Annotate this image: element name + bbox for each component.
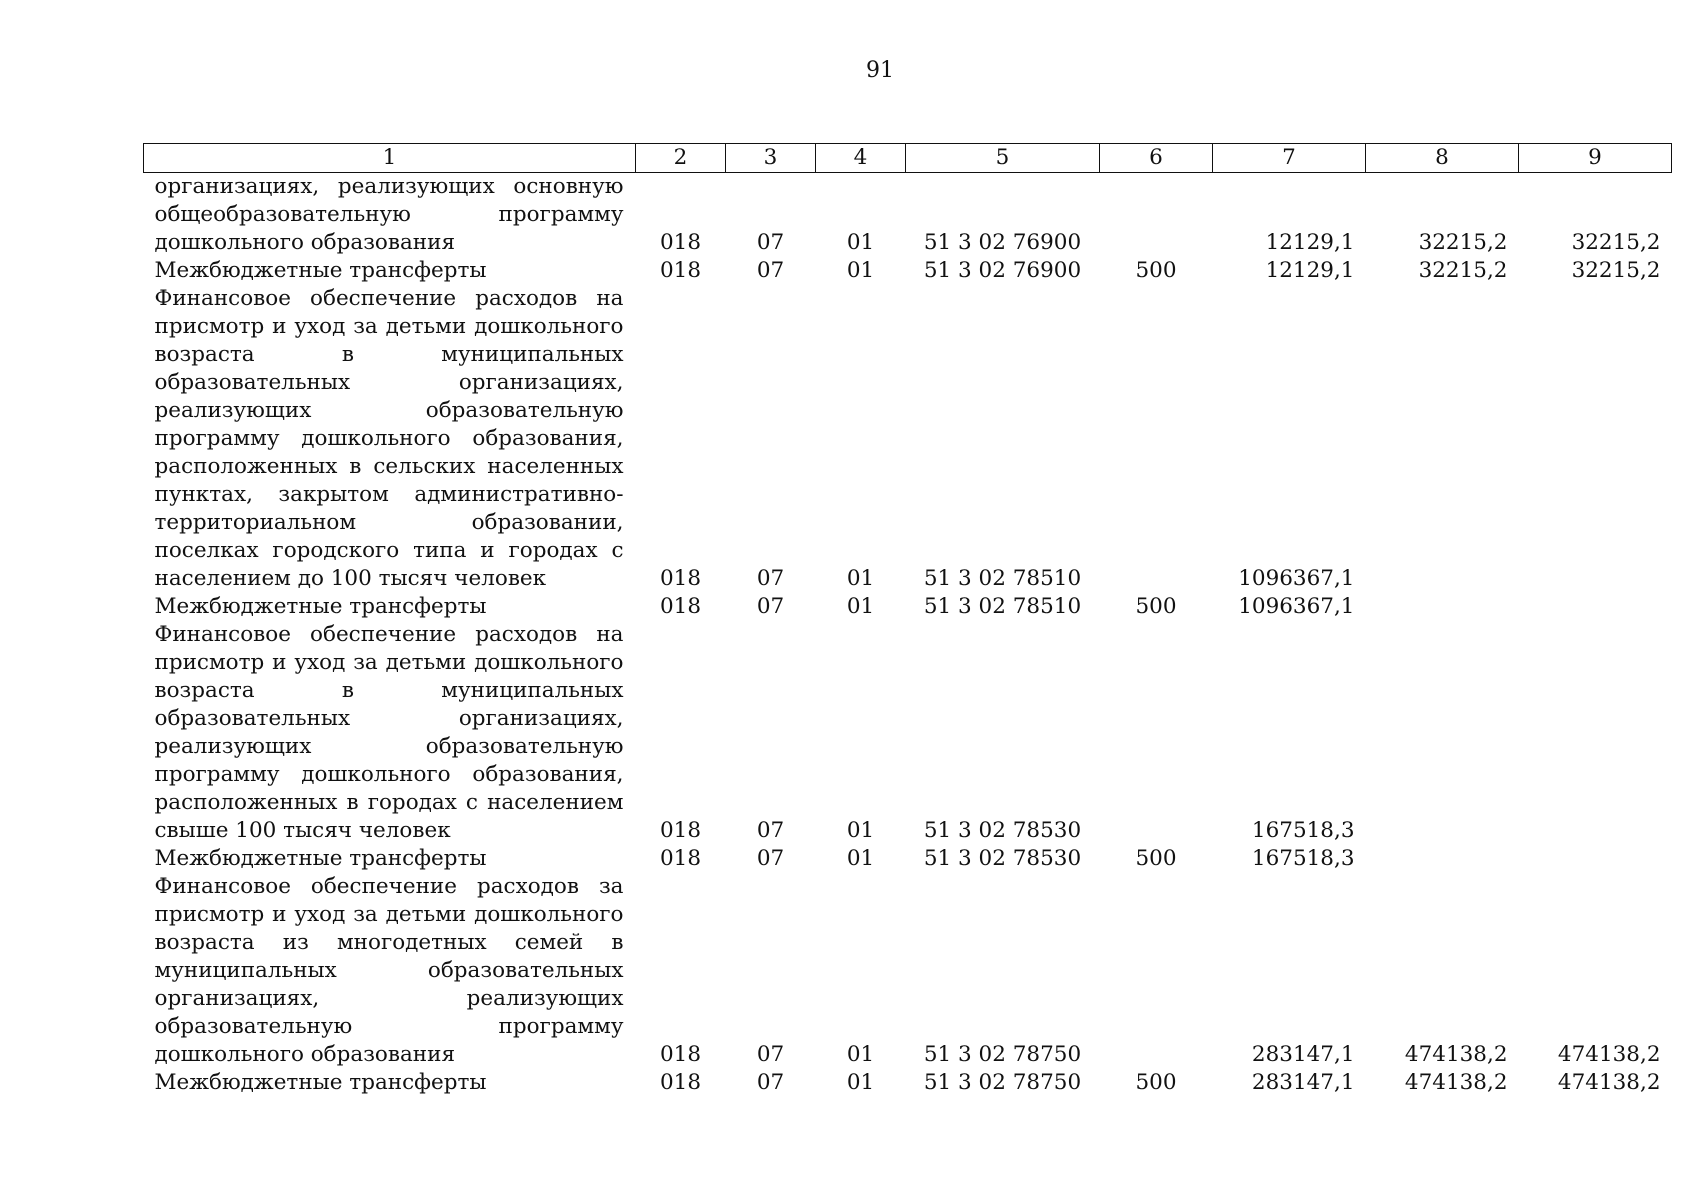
row-code-2: 018 xyxy=(659,1070,702,1095)
row-code-6 xyxy=(1100,285,1213,593)
row-code-2: 018 xyxy=(659,566,702,591)
column-header-9: 9 xyxy=(1519,144,1672,173)
table-row xyxy=(144,1069,1672,1097)
row-code-4: 01 xyxy=(846,594,875,619)
row-code-4: 01 xyxy=(846,846,875,871)
row-amount-9: 474138,2 xyxy=(1557,1070,1661,1095)
row-amount-7: 283147,1 xyxy=(1251,1070,1355,1095)
row-amount-9: 474138,2 xyxy=(1557,1042,1661,1067)
row-code-6 xyxy=(1100,621,1213,845)
table-row xyxy=(144,285,1672,593)
row-amount-7: 167518,3 xyxy=(1251,818,1355,843)
row-code-4: 01 xyxy=(846,1042,875,1067)
row-amount-7: 1096367,1 xyxy=(1238,566,1355,591)
row-code-4: 01 xyxy=(846,230,875,255)
row-amount-7: 1096367,1 xyxy=(1238,594,1355,619)
row-code-5: 51 3 02 78750 xyxy=(923,1042,1082,1067)
row-code-4: 01 xyxy=(846,1070,875,1095)
column-header-6: 6 xyxy=(1100,144,1213,173)
row-amount-8 xyxy=(1366,621,1519,845)
table-row xyxy=(144,257,1672,285)
row-code-3: 07 xyxy=(756,1042,785,1067)
row-code-6: 500 xyxy=(1135,1070,1177,1095)
row-code-2: 018 xyxy=(659,818,702,843)
row-code-5: 51 3 02 78510 xyxy=(923,594,1082,619)
table-row xyxy=(144,593,1672,621)
row-description: Финансовое обеспечение расходов на присмотр и уход за детьми дошкольного возраста в муниципальных образовательных организациях, реализующих образовательную программу дошкольного образования, расположенных в городах с населением свыше 100 тысяч человек xyxy=(154,622,624,843)
row-code-6: 500 xyxy=(1135,846,1177,871)
table-row xyxy=(144,873,1672,1069)
row-code-5: 51 3 02 78530 xyxy=(923,846,1082,871)
row-code-3: 07 xyxy=(756,846,785,871)
column-header-8: 8 xyxy=(1366,144,1519,173)
row-code-4: 01 xyxy=(846,258,875,283)
row-code-2: 018 xyxy=(659,846,702,871)
row-code-6 xyxy=(1100,173,1213,258)
row-amount-8 xyxy=(1366,593,1519,621)
row-code-3: 07 xyxy=(756,230,785,255)
column-header-5: 5 xyxy=(906,144,1100,173)
row-amount-8: 32215,2 xyxy=(1418,230,1508,255)
page-number: 91 xyxy=(866,58,894,83)
row-amount-9: 32215,2 xyxy=(1571,230,1661,255)
row-code-5: 51 3 02 78750 xyxy=(923,1070,1082,1095)
row-code-2: 018 xyxy=(659,258,702,283)
row-amount-9 xyxy=(1519,845,1672,873)
row-code-5: 51 3 02 78530 xyxy=(923,818,1082,843)
row-code-6: 500 xyxy=(1135,258,1177,283)
row-code-6: 500 xyxy=(1135,594,1177,619)
row-amount-9 xyxy=(1519,621,1672,845)
column-header-3: 3 xyxy=(726,144,816,173)
row-amount-8 xyxy=(1366,285,1519,593)
row-code-2: 018 xyxy=(659,1042,702,1067)
row-amount-9 xyxy=(1519,285,1672,593)
row-code-3: 07 xyxy=(756,594,785,619)
row-amount-7: 283147,1 xyxy=(1251,1042,1355,1067)
row-description: организациях, реализующих основную общеобразовательную программу дошкольного образования xyxy=(154,174,624,255)
row-code-6 xyxy=(1100,873,1213,1069)
row-code-5: 51 3 02 76900 xyxy=(923,258,1082,283)
row-code-2: 018 xyxy=(659,594,702,619)
row-description: Межбюджетные трансферты xyxy=(154,1070,487,1095)
row-amount-8: 474138,2 xyxy=(1404,1070,1508,1095)
row-description: Межбюджетные трансферты xyxy=(154,594,487,619)
row-description: Межбюджетные трансферты xyxy=(154,846,487,871)
row-amount-9: 32215,2 xyxy=(1571,258,1661,283)
row-amount-8 xyxy=(1366,845,1519,873)
column-header-1: 1 xyxy=(144,144,636,173)
header-row xyxy=(144,144,1672,173)
row-code-3: 07 xyxy=(756,818,785,843)
column-header-4: 4 xyxy=(816,144,906,173)
row-amount-7: 12129,1 xyxy=(1265,230,1355,255)
row-code-3: 07 xyxy=(756,566,785,591)
row-amount-7: 12129,1 xyxy=(1265,258,1355,283)
row-code-3: 07 xyxy=(756,258,785,283)
column-header-2: 2 xyxy=(636,144,726,173)
row-description: Межбюджетные трансферты xyxy=(154,258,487,283)
row-code-3: 07 xyxy=(756,1070,785,1095)
row-code-2: 018 xyxy=(659,230,702,255)
row-amount-8: 32215,2 xyxy=(1418,258,1508,283)
row-code-4: 01 xyxy=(846,818,875,843)
row-description: Финансовое обеспечение расходов за присмотр и уход за детьми дошкольного возраста из многодетных семей в муниципальных образовательных организациях, реализующих образовательную программу дошкольного образования xyxy=(154,874,624,1067)
row-amount-9 xyxy=(1519,593,1672,621)
column-header-7: 7 xyxy=(1213,144,1366,173)
table-row xyxy=(144,173,1672,258)
row-code-5: 51 3 02 78510 xyxy=(923,566,1082,591)
row-code-5: 51 3 02 76900 xyxy=(923,230,1082,255)
row-amount-8: 474138,2 xyxy=(1404,1042,1508,1067)
row-code-4: 01 xyxy=(846,566,875,591)
row-description: Финансовое обеспечение расходов на присмотр и уход за детьми дошкольного возраста в муниципальных образовательных организациях, реализующих образовательную программу дошкольного образования, расположенных в сельских населенных пунктах, закрытом административно-территориальном образовании, поселках городского типа и городах с населением до 100 тысяч человек xyxy=(154,286,624,591)
table-row xyxy=(144,845,1672,873)
budget-table xyxy=(143,143,1672,1097)
row-amount-7: 167518,3 xyxy=(1251,846,1355,871)
table-row xyxy=(144,621,1672,845)
